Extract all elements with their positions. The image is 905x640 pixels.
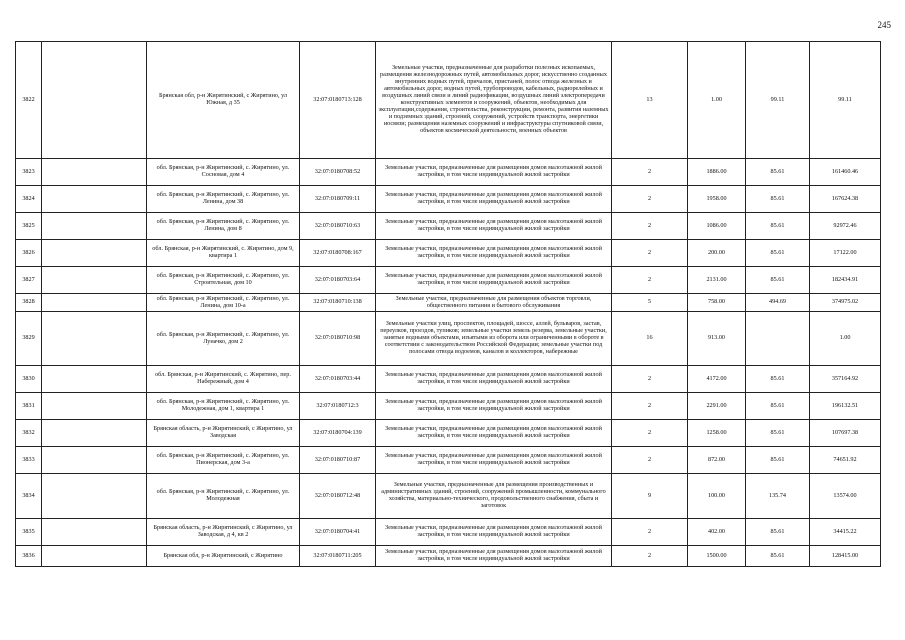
cadastral-number-cell: 32:07:0180708:52 — [300, 159, 376, 186]
area-cell: 872.00 — [688, 447, 746, 474]
area-cell: 1500.00 — [688, 546, 746, 567]
cadastral-value-cell: 34415.22 — [810, 519, 881, 546]
cadastral-number-cell: 32:07:0180704:41 — [300, 519, 376, 546]
blank-cell — [42, 312, 147, 366]
land-registry-table — [15, 41, 881, 567]
purpose-code-cell: 2 — [612, 393, 688, 420]
cadastral-value-cell: 182434.91 — [810, 267, 881, 294]
specific-value-cell: 85.61 — [746, 159, 810, 186]
blank-cell — [42, 267, 147, 294]
purpose-code-cell: 2 — [612, 159, 688, 186]
address-cell: Брянская обл, р-н Жирятинский, с Жирятино — [147, 546, 300, 567]
table-row — [16, 447, 881, 474]
table-row — [16, 393, 881, 420]
cadastral-number-cell: 32:07:0180710:98 — [300, 312, 376, 366]
purpose-code-cell: 2 — [612, 366, 688, 393]
purpose-code-cell: 2 — [612, 240, 688, 267]
row-number-cell: 3824 — [16, 186, 42, 213]
row-number-cell: 3833 — [16, 447, 42, 474]
blank-cell — [42, 519, 147, 546]
specific-value-cell: 494.69 — [746, 294, 810, 312]
address-cell: Брянская обл, р-н Жирятинский, с Жирятино, ул Южная, д 35 — [147, 42, 300, 159]
row-number-cell: 3826 — [16, 240, 42, 267]
cadastral-value-cell: 374975.02 — [810, 294, 881, 312]
purpose-code-cell: 2 — [612, 267, 688, 294]
row-number-cell: 3836 — [16, 546, 42, 567]
specific-value-cell: 85.61 — [746, 186, 810, 213]
area-cell: 200.00 — [688, 240, 746, 267]
address-cell: обл. Брянская, р-н Жирятинский, с. Жирятино, ул. Ленина, дом 8 — [147, 213, 300, 240]
cadastral-number-cell: 32:07:0180704:139 — [300, 420, 376, 447]
cadastral-value-cell: 92972.46 — [810, 213, 881, 240]
land-purpose-cell: Земельные участки, предназначенные для размещения домов малоэтажной жилой застройки, в том числе индивидуальной жилой застройки — [376, 213, 612, 240]
row-number-cell: 3830 — [16, 366, 42, 393]
purpose-code-cell: 2 — [612, 420, 688, 447]
cadastral-value-cell: 99.11 — [810, 42, 881, 159]
purpose-code-cell: 2 — [612, 519, 688, 546]
row-number-cell: 3827 — [16, 267, 42, 294]
cadastral-value-cell: 357164.92 — [810, 366, 881, 393]
land-purpose-cell: Земельные участки, предназначенные для размещения домов малоэтажной жилой застройки, в том числе индивидуальной жилой застройки — [376, 447, 612, 474]
row-number-cell: 3835 — [16, 519, 42, 546]
purpose-code-cell: 5 — [612, 294, 688, 312]
land-purpose-cell: Земельные участки, предназначенные для размещения домов малоэтажной жилой застройки, в том числе индивидуальной жилой застройки — [376, 393, 612, 420]
table-row — [16, 294, 881, 312]
land-purpose-cell: Земельные участки, предназначенные для размещения домов малоэтажной жилой застройки, в том числе индивидуальной жилой застройки — [376, 546, 612, 567]
row-number-cell: 3828 — [16, 294, 42, 312]
purpose-code-cell: 2 — [612, 447, 688, 474]
address-cell: обл. Брянская, р-н Жирятинский, с. Жирятино, дом 9, квартира 1 — [147, 240, 300, 267]
cadastral-number-cell: 32:07:0180709:11 — [300, 186, 376, 213]
address-cell: обл. Брянская, р-н Жирятинский, с. Жирятино, ул. Молодежная, дом 1, квартира 1 — [147, 393, 300, 420]
land-purpose-cell: Земельные участки, предназначенные для размещения домов малоэтажной жилой застройки, в том числе индивидуальной жилой застройки — [376, 519, 612, 546]
page-number: 245 — [877, 20, 891, 30]
area-cell: 1886.00 — [688, 159, 746, 186]
blank-cell — [42, 420, 147, 447]
row-number-cell: 3829 — [16, 312, 42, 366]
area-cell: 1.00 — [688, 42, 746, 159]
cadastral-value-cell: 161460.46 — [810, 159, 881, 186]
land-purpose-cell: Земельные участки улиц, проспектов, площадей, шоссе, аллей, бульваров, застав, переулков, проездов, тупиков; земельные участки земель резерва, земельные участки, занятые водными объектами, изъятыми из оборота или ограниченными в обороте в соответствии с законодательством Российской Федерации; земельные участки под полосами отвода водоемов, каналов и коллекторов, набережные — [376, 312, 612, 366]
specific-value-cell: 99.11 — [746, 42, 810, 159]
area-cell: 913.00 — [688, 312, 746, 366]
cadastral-value-cell: 1.00 — [810, 312, 881, 366]
cadastral-value-cell: 107697.38 — [810, 420, 881, 447]
land-purpose-cell: Земельные участки, предназначенные для размещения домов малоэтажной жилой застройки, в том числе индивидуальной жилой застройки — [376, 420, 612, 447]
specific-value-cell: 85.61 — [746, 447, 810, 474]
specific-value-cell: 85.61 — [746, 366, 810, 393]
row-number-cell: 3825 — [16, 213, 42, 240]
area-cell: 2291.00 — [688, 393, 746, 420]
table-row — [16, 420, 881, 447]
blank-cell — [42, 366, 147, 393]
table-row — [16, 213, 881, 240]
area-cell: 100.00 — [688, 474, 746, 519]
blank-cell — [42, 42, 147, 159]
address-cell: обл. Брянская, р-н Жирятинский, с. Жирятино, ул. Ленина, дом 38 — [147, 186, 300, 213]
address-cell: Брянская область, р-н Жирятинский, с Жирятино, ул Заводская — [147, 420, 300, 447]
cadastral-value-cell: 128415.00 — [810, 546, 881, 567]
table-row — [16, 474, 881, 519]
specific-value-cell: 135.74 — [746, 474, 810, 519]
purpose-code-cell: 2 — [612, 186, 688, 213]
cadastral-number-cell: 32:07:0180712:3 — [300, 393, 376, 420]
blank-cell — [42, 240, 147, 267]
blank-cell — [42, 159, 147, 186]
row-number-cell: 3832 — [16, 420, 42, 447]
table-row — [16, 42, 881, 159]
row-number-cell: 3831 — [16, 393, 42, 420]
blank-cell — [42, 186, 147, 213]
cadastral-number-cell: 32:07:0180712:48 — [300, 474, 376, 519]
area-cell: 758.00 — [688, 294, 746, 312]
address-cell: обл. Брянская, р-н Жирятинский, с. Жирятино, ул. Молодежная — [147, 474, 300, 519]
land-purpose-cell: Земельные участки, предназначенные для размещения объектов торговли, общественного питания и бытового обслуживания — [376, 294, 612, 312]
cadastral-number-cell: 32:07:0180703:64 — [300, 267, 376, 294]
land-purpose-cell: Земельные участки, предназначенные для размещения домов малоэтажной жилой застройки, в том числе индивидуальной жилой застройки — [376, 366, 612, 393]
table-row — [16, 366, 881, 393]
cadastral-number-cell: 32:07:0180713:128 — [300, 42, 376, 159]
specific-value-cell: 85.61 — [746, 240, 810, 267]
specific-value-cell: 85.61 — [746, 213, 810, 240]
specific-value-cell: 85.61 — [746, 393, 810, 420]
area-cell: 1086.00 — [688, 213, 746, 240]
purpose-code-cell: 13 — [612, 42, 688, 159]
address-cell: обл. Брянская, р-н Жирятинский, с. Жирятино, ул. Луначко, дом 2 — [147, 312, 300, 366]
specific-value-cell — [746, 312, 810, 366]
cadastral-number-cell: 32:07:0180711:205 — [300, 546, 376, 567]
blank-cell — [42, 213, 147, 240]
address-cell: обл. Брянская, р-н Жирятинский, с. Жирятино, пер. Набережный, дом 4 — [147, 366, 300, 393]
table-row — [16, 546, 881, 567]
specific-value-cell: 85.61 — [746, 546, 810, 567]
purpose-code-cell: 9 — [612, 474, 688, 519]
area-cell: 1258.00 — [688, 420, 746, 447]
cadastral-number-cell: 32:07:0180710:138 — [300, 294, 376, 312]
cadastral-number-cell: 32:07:0180710:63 — [300, 213, 376, 240]
blank-cell — [42, 294, 147, 312]
cadastral-value-cell: 17122.00 — [810, 240, 881, 267]
blank-cell — [42, 447, 147, 474]
table-row — [16, 312, 881, 366]
table-row — [16, 267, 881, 294]
land-purpose-cell: Земельные участки, предназначенные для размещения домов малоэтажной жилой застройки, в том числе индивидуальной жилой застройки — [376, 159, 612, 186]
blank-cell — [42, 474, 147, 519]
specific-value-cell: 85.61 — [746, 519, 810, 546]
cadastral-value-cell: 167624.38 — [810, 186, 881, 213]
cadastral-value-cell: 74651.92 — [810, 447, 881, 474]
address-cell: обл. Брянская, р-н Жирятинский, с. Жирятино, ул. Пионерская, дом 3-а — [147, 447, 300, 474]
cadastral-number-cell: 32:07:0180703:44 — [300, 366, 376, 393]
specific-value-cell: 85.61 — [746, 420, 810, 447]
land-purpose-cell: Земельные участки, предназначенные для размещения производственных и административных зданий, строений, сооружений промышленности, коммунального хозяйства, материально-технического, продовольственного снабжения, сбыта и заготовок — [376, 474, 612, 519]
area-cell: 2131.00 — [688, 267, 746, 294]
table-row — [16, 240, 881, 267]
purpose-code-cell: 16 — [612, 312, 688, 366]
purpose-code-cell: 2 — [612, 546, 688, 567]
cadastral-number-cell: 32:07:0180708:167 — [300, 240, 376, 267]
table-row — [16, 186, 881, 213]
specific-value-cell: 85.61 — [746, 267, 810, 294]
table-body — [16, 42, 881, 567]
row-number-cell: 3822 — [16, 42, 42, 159]
cadastral-value-cell: 196132.51 — [810, 393, 881, 420]
address-cell: обл. Брянская, р-н Жирятинский, с. Жирятино, ул. Строительная, дом 10 — [147, 267, 300, 294]
row-number-cell: 3834 — [16, 474, 42, 519]
purpose-code-cell: 2 — [612, 213, 688, 240]
address-cell: обл. Брянская, р-н Жирятинский, с. Жирятино, ул. Сосновая, дом 4 — [147, 159, 300, 186]
area-cell: 4172.00 — [688, 366, 746, 393]
land-purpose-cell: Земельные участки, предназначенные для разработки полезных ископаемых, размещения железнодорожных путей, автомобильных дорог, искусственно созданных внутренних водных путей, причалов, пристаней, полос отвода железных и автомобильных дорог, водных путей, трубопроводов, кабельных, радиорелейных и воздушных линий связи и линий радиофикации, воздушных линий электропередачи конструктивных элементов и сооружений, объектов, необходимых для эксплуатации,содержания, строительства, реконструкции, ремонта, развития наземных и подземных зданий, строений, сооружений, устройств транспорта, энергетики иосвязи; размещения наземных сооружений и инфраструктуры спутниковой связи, объектов космической деятельности, военных объектов — [376, 42, 612, 159]
land-purpose-cell: Земельные участки, предназначенные для размещения домов малоэтажной жилой застройки, в том числе индивидуальной жилой застройки — [376, 240, 612, 267]
table-row — [16, 159, 881, 186]
table-row — [16, 519, 881, 546]
address-cell: обл. Брянская, р-н Жирятинский, с. Жирятино, ул. Ленина, дом 10-а — [147, 294, 300, 312]
land-purpose-cell: Земельные участки, предназначенные для размещения домов малоэтажной жилой застройки, в том числе индивидуальной жилой застройки — [376, 186, 612, 213]
row-number-cell: 3823 — [16, 159, 42, 186]
area-cell: 1958.00 — [688, 186, 746, 213]
cadastral-value-cell: 13574.00 — [810, 474, 881, 519]
blank-cell — [42, 546, 147, 567]
address-cell: Брянская область, р-н Жирятинский, с Жирятино, ул Заводская, д 4, кв 2 — [147, 519, 300, 546]
area-cell: 402.00 — [688, 519, 746, 546]
blank-cell — [42, 393, 147, 420]
cadastral-number-cell: 32:07:0180710:87 — [300, 447, 376, 474]
land-purpose-cell: Земельные участки, предназначенные для размещения домов малоэтажной жилой застройки, в том числе индивидуальной жилой застройки — [376, 267, 612, 294]
